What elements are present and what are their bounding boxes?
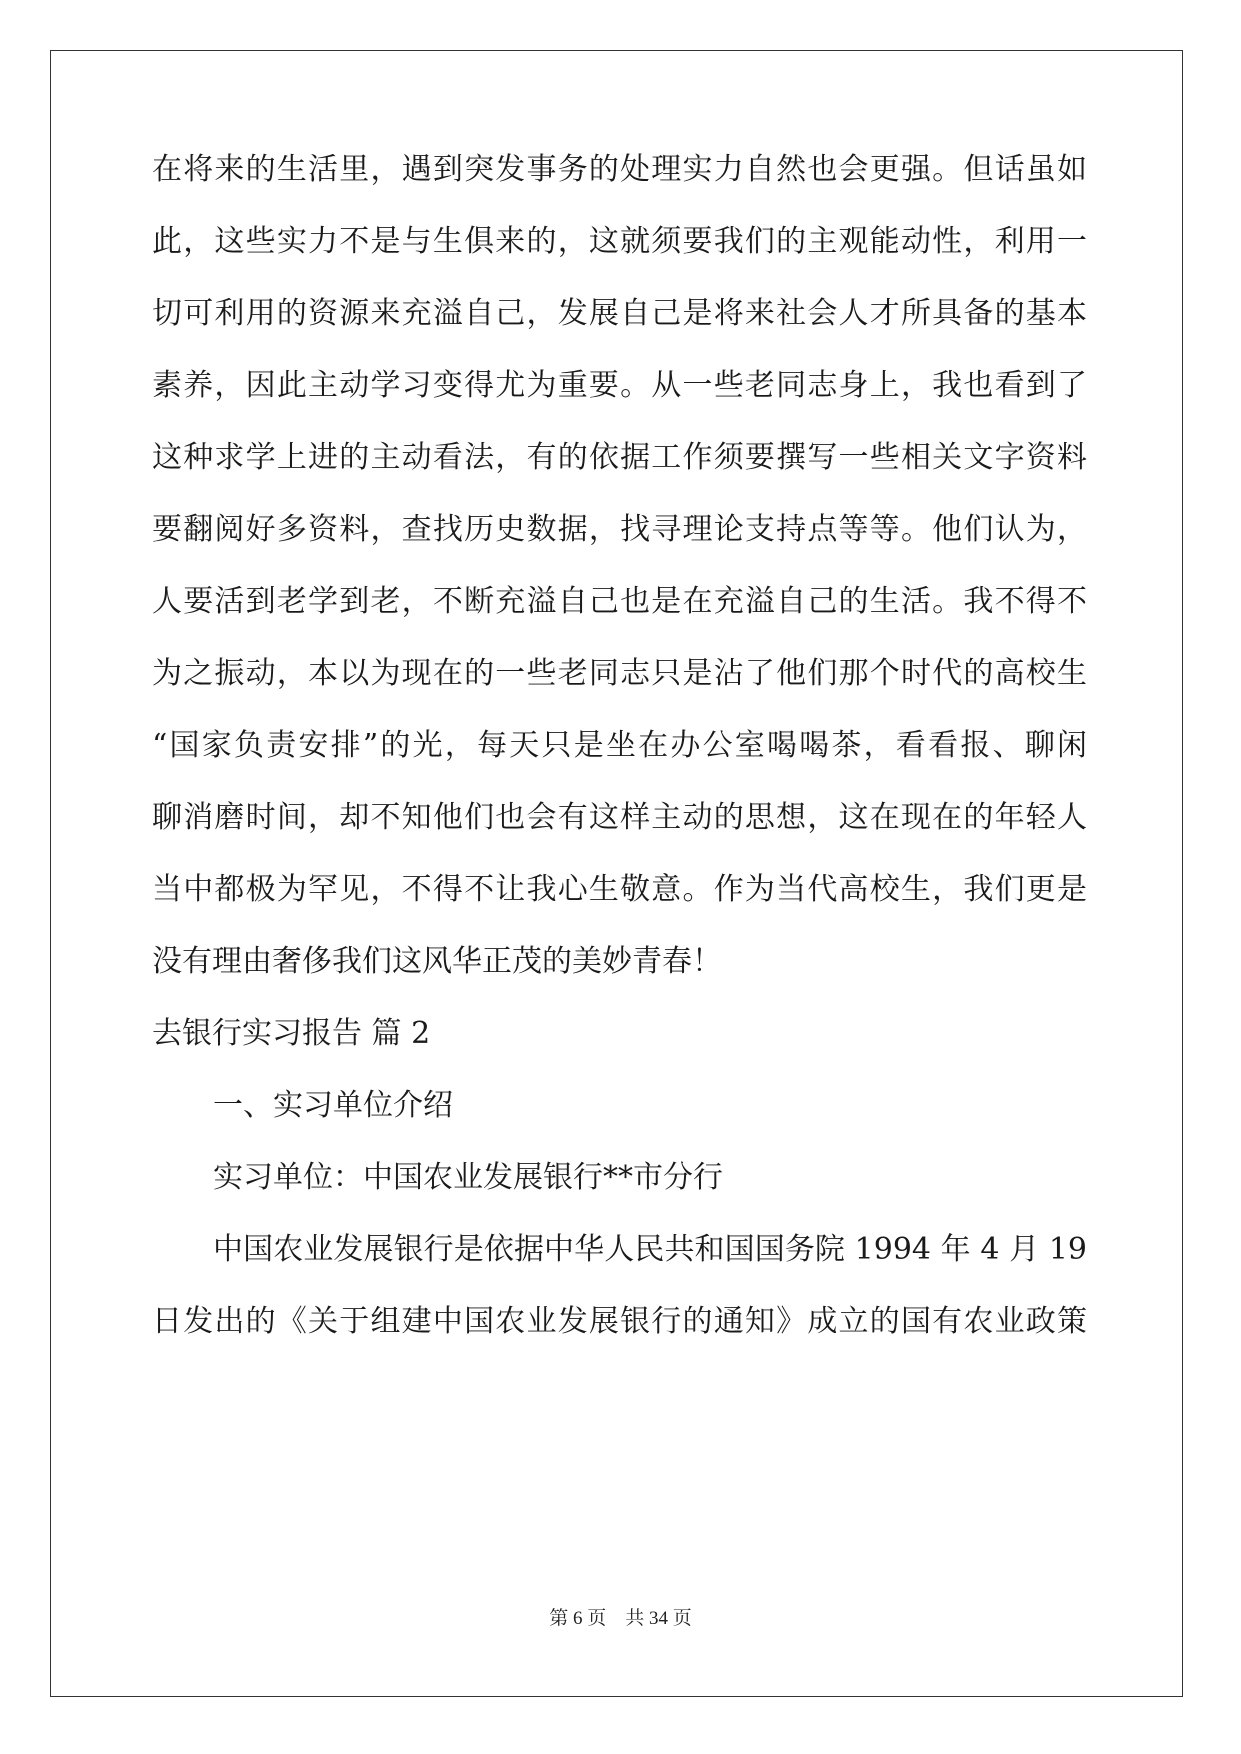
body-line: 聊消磨时间，却不知他们也会有这样主动的思想，这在现在的年轻人 xyxy=(152,800,1087,835)
page-number: 第 6 页 xyxy=(549,1608,607,1629)
body-line: 没有理由奢侈我们这风华正茂的美妙青春！ xyxy=(152,944,722,979)
body-line: 中国农业发展银行是依据中华人民共和国国务院 1994 年 4 月 19 xyxy=(213,1232,1087,1267)
body-line: 素养，因此主动学习变得尤为重要。从一些老同志身上，我也看到了 xyxy=(152,368,1087,403)
body-line: “国家负责安排”的光，每天只是坐在办公室喝喝茶，看看报、聊闲 xyxy=(152,728,1087,763)
section-title: 去银行实习报告 篇 2 xyxy=(152,1016,431,1051)
page-footer xyxy=(0,1603,1241,1630)
page-total: 共 34 页 xyxy=(625,1608,692,1629)
body-line: 为之振动，本以为现在的一些老同志只是沾了他们那个时代的高校生 xyxy=(152,656,1087,691)
sub-heading: 一、实习单位介绍 xyxy=(213,1088,453,1123)
body-line: 切可利用的资源来充溢自己，发展自己是将来社会人才所具备的基本 xyxy=(152,296,1087,331)
body-line: 要翻阅好多资料，查找历史数据，找寻理论支持点等等。他们认为， xyxy=(152,512,1087,547)
body-line: 当中都极为罕见，不得不让我心生敬意。作为当代高校生，我们更是 xyxy=(152,872,1087,907)
body-line: 在将来的生活里，遇到突发事务的处理实力自然也会更强。但话虽如 xyxy=(152,152,1087,187)
body-line: 这种求学上进的主动看法，有的依据工作须要撰写一些相关文字资料 xyxy=(152,440,1087,475)
unit-line: 实习单位：中国农业发展银行**市分行 xyxy=(213,1160,723,1195)
body-line: 此，这些实力不是与生俱来的，这就须要我们的主观能动性，利用一 xyxy=(152,224,1087,259)
body-line: 人要活到老学到老，不断充溢自己也是在充溢自己的生活。我不得不 xyxy=(152,584,1087,619)
body-line: 日发出的《关于组建中国农业发展银行的通知》成立的国有农业政策 xyxy=(152,1304,1087,1339)
